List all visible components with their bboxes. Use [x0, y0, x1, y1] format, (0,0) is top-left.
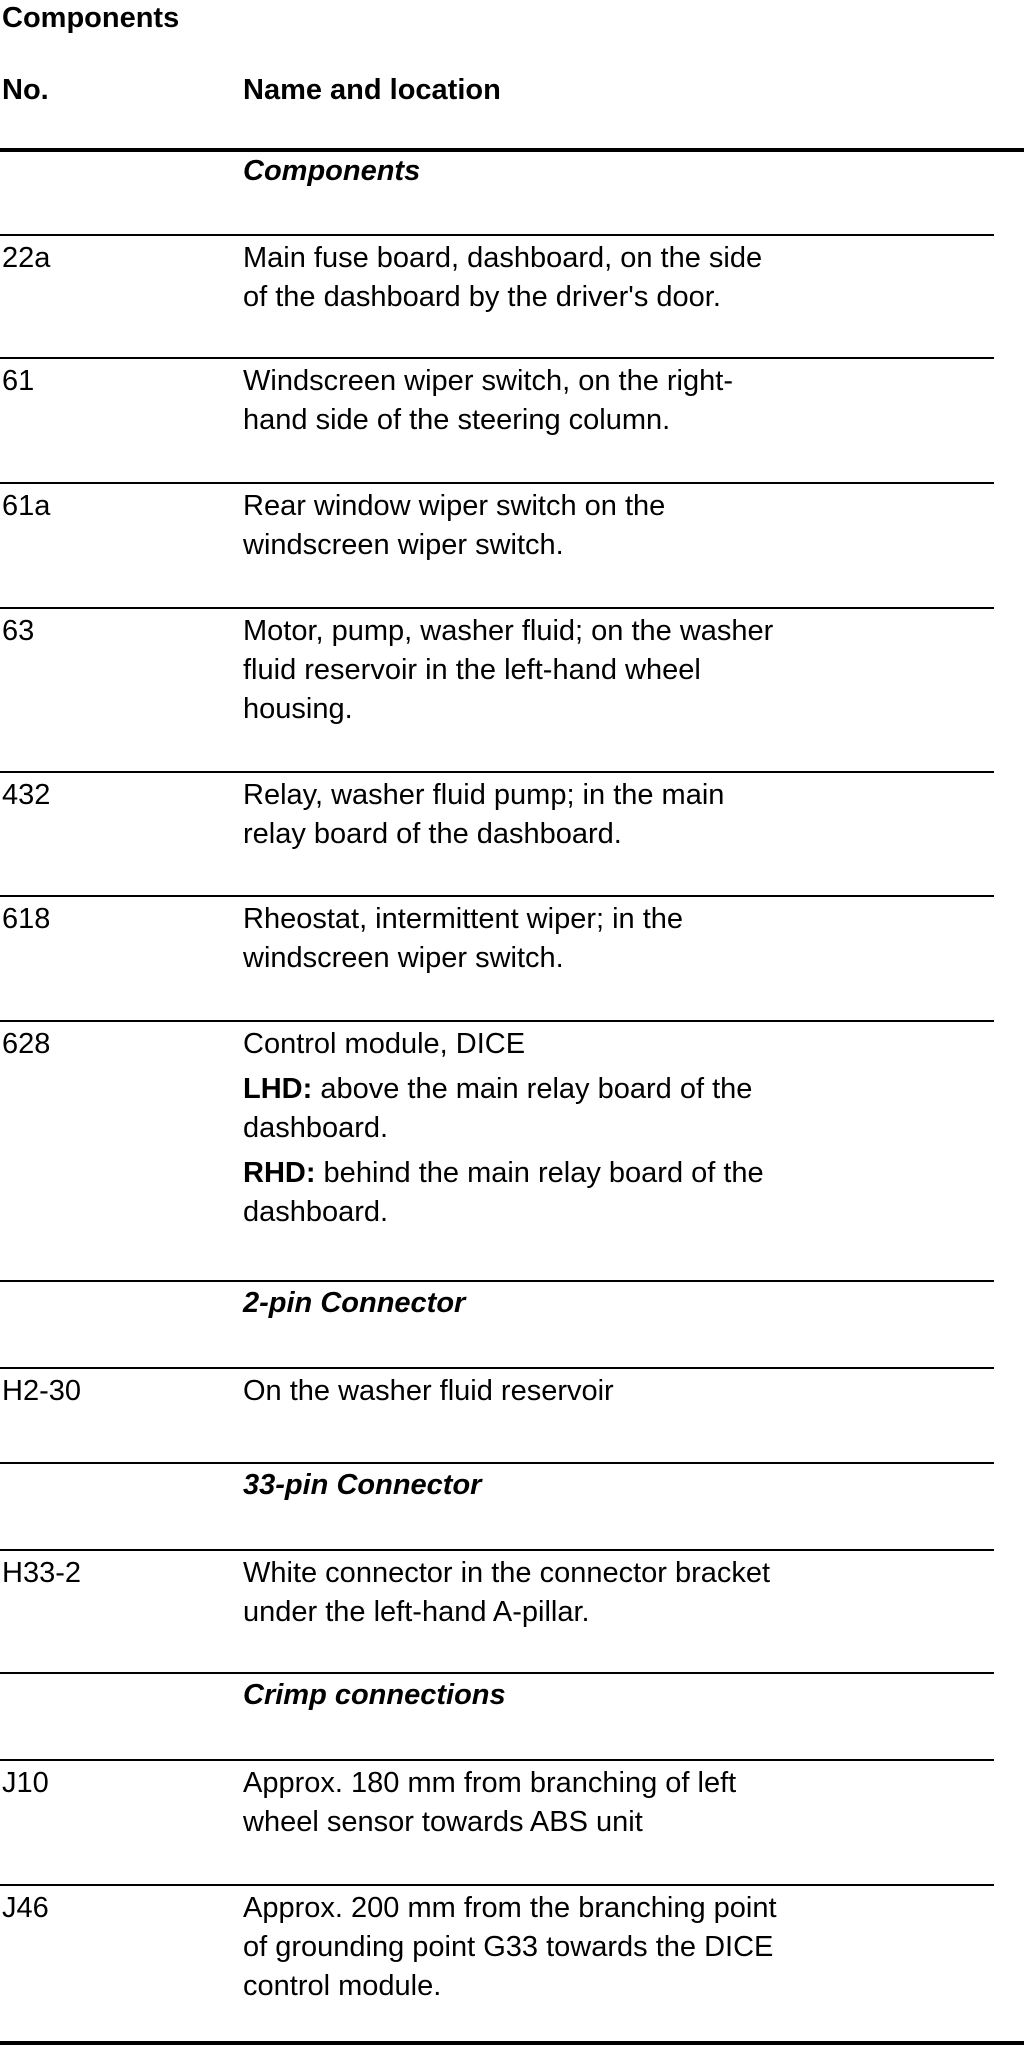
description-line: wheel sensor towards ABS unit: [243, 1806, 643, 1838]
row-number: J46: [2, 1892, 49, 1924]
row-description: [243, 239, 883, 317]
table-rule: [0, 482, 994, 484]
description-line: control module.: [243, 1970, 442, 2002]
table-rule: [0, 1280, 994, 1282]
section-heading: Components: [243, 155, 421, 187]
description-line: windscreen wiper switch.: [243, 942, 564, 974]
lhd-label: LHD:: [243, 1073, 313, 1105]
row-description: [243, 1764, 883, 1842]
rhd-label: RHD:: [243, 1157, 316, 1189]
table-rule: [0, 2041, 1024, 2045]
table-rule: [0, 1549, 994, 1551]
description-line: Approx. 200 mm from the branching point: [243, 1892, 777, 1924]
row-description: [243, 776, 883, 854]
row-description: [243, 1372, 883, 1411]
description-line: White connector in the connector bracket: [243, 1557, 771, 1589]
row-number: 618: [2, 903, 51, 935]
description-line: Approx. 180 mm from branching of left: [243, 1767, 737, 1799]
row-description: [243, 1025, 883, 1232]
description-line: of the dashboard by the driver's door.: [243, 281, 721, 313]
rhd-text: dashboard.: [243, 1196, 389, 1228]
rhd-note: [243, 1154, 883, 1232]
description-line: hand side of the steering column.: [243, 404, 671, 436]
table-rule: [0, 1672, 994, 1674]
lhd-text: dashboard.: [243, 1112, 389, 1144]
lhd-text: above the main relay board of the: [312, 1073, 753, 1105]
row-number: 61: [2, 365, 35, 397]
description-line: housing.: [243, 693, 353, 725]
row-number: 22a: [2, 242, 51, 274]
row-number: 628: [2, 1028, 51, 1060]
table-rule: [0, 1884, 994, 1886]
description-line: Rear window wiper switch on the: [243, 490, 666, 522]
description-line: under the left-hand A-pillar.: [243, 1596, 590, 1628]
column-header-no: No.: [2, 74, 49, 106]
rhd-text: behind the main relay board of the: [315, 1157, 764, 1189]
description-line: of grounding point G33 towards the DICE: [243, 1931, 774, 1963]
row-number: 432: [2, 779, 51, 811]
table-rule: [0, 895, 994, 897]
page-title: Components: [2, 2, 180, 34]
row-description: [243, 362, 883, 440]
table-rule: [0, 357, 994, 359]
table-rule: [0, 771, 994, 773]
row-number: 63: [2, 615, 35, 647]
description-line: On the washer fluid reservoir: [243, 1375, 614, 1407]
description-line: Relay, washer fluid pump; in the main: [243, 779, 725, 811]
section-heading: 2-pin Connector: [243, 1287, 466, 1319]
description-line: Motor, pump, washer fluid; on the washer: [243, 615, 774, 647]
row-description: [243, 612, 883, 729]
row-number: 61a: [2, 490, 51, 522]
row-number: H33-2: [2, 1557, 81, 1589]
table-rule: [0, 1759, 994, 1761]
section-heading: 33-pin Connector: [243, 1469, 482, 1501]
lhd-note: [243, 1070, 883, 1148]
description-line: Windscreen wiper switch, on the right-: [243, 365, 733, 397]
description-line: Main fuse board, dashboard, on the side: [243, 242, 763, 274]
row-description: [243, 1889, 883, 2006]
description-line: Control module, DICE: [243, 1028, 526, 1060]
description-line: Rheostat, intermittent wiper; in the: [243, 903, 684, 935]
table-rule: [0, 1462, 994, 1464]
description-line: windscreen wiper switch.: [243, 529, 564, 561]
row-description: [243, 900, 883, 978]
table-rule: [0, 1020, 994, 1022]
row-description: [243, 1554, 883, 1632]
table-rule: [0, 1367, 994, 1369]
column-header-name: Name and location: [243, 74, 501, 106]
row-number: J10: [2, 1767, 49, 1799]
table-rule: [0, 607, 994, 609]
row-number: H2-30: [2, 1375, 81, 1407]
table-rule: [0, 234, 994, 236]
description-line: fluid reservoir in the left-hand wheel: [243, 654, 701, 686]
description-line: relay board of the dashboard.: [243, 818, 622, 850]
section-heading: Crimp connections: [243, 1679, 506, 1711]
row-description: [243, 487, 883, 565]
table-rule: [0, 148, 1024, 152]
